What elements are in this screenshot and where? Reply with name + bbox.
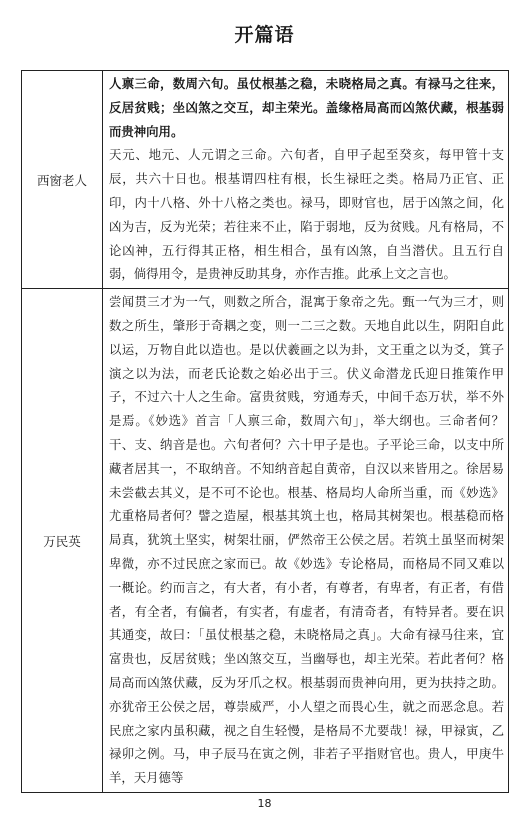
commentary-cell (103, 71, 509, 289)
commentary-cell (103, 289, 509, 793)
author-cell: 西窗老人 (22, 71, 103, 289)
author-cell: 万民英 (22, 289, 103, 793)
table-row (22, 289, 509, 793)
commentary-paragraph: 天元、地元、人元谓之三命。六旬者，自甲子起至癸亥，每甲管十支辰，共六十日也。根基谓四柱有根，长生禄旺之类。格局乃正官、正印，内十八格、外十八格之类也。禄马，即财官也，居于凶煞之间，化凶为吉，反为光荣；若往来不止，陷于弱地，反为贫贱。凡有格局，不论凶神，五行得其正格，相生相合，虽有凶煞，自当潜伏。且五行自弱，倘得用令，是贵神反助其身，亦作吉推。此承上文之言也。 (109, 147, 504, 282)
table-row (22, 71, 509, 289)
commentary-paragraph: 尝闻贯三才为一气，则数之所合，混寓于象帝之先。甄一气为三才，则数之所生，肇形于奇耦之变，则一二三之数。天地自此以生，阴阳自此以运，万物自此以造也。是以伏羲画之以为卦，文王重之以为爻，箕子演之以为法，而老氏论数之始必出于三。伏义命潜龙氏迎日推策作甲子，不过六十人之生命。富贵贫贱，穷通寿夭，中间千态万状，举不外是焉。《妙选》首言「人禀三命，数周六旬」，举大纲也。三命者何？干、支、纳音是也。六旬者何？六十甲子是也。子平论三命，以支中所藏者居其一，不取纳音。不知纳音起自黄帝，自汉以来皆用之。徐居易未尝截去其义，是不可不论也。根基、格局均人命所当重，而《妙选》尤重格局者何？譬之造屋，根基其筑土也，格局其树架也。根基稳而格局真，犹筑土坚实，树架壮丽，俨然帝王公侯之居。若筑土虽坚而树架卑微，亦不过民庶之家而已。故《妙选》专论格局，而格局不同又难以一概论。约而言之，有大者，有小者，有尊者，有卑者，有正者，有借者，有全者，有偏者，有实者，有虚者，有清奇者，有特异者。要在识其通变，故曰：「虽仗根基之稳，未晓格局之真」。大命有禄马往来，宜富贵也，反居贫贱；坐凶煞交互，当幽辱也，却主光荣。若此者何？格局高而凶煞伏藏，反为牙爪之权。根基弱而贵神向用，更为扶持之助。亦犹帝王公侯之居，尊崇威严，小人望之而畏心生，就之而恶念息。若民庶之家内虽积藏，视之自生轻慢，是格局不尤要哉！禄，甲禄寅，乙禄卯之例。马，申子辰马在寅之例，非若子平指财官也。贵人，甲庚牛羊，天月德等 (109, 294, 504, 786)
page-title: 开篇语 (234, 24, 295, 46)
commentary-table (21, 70, 509, 793)
source-text: 人禀三命，数周六旬。虽仗根基之稳，未晓格局之真。有禄马之往来，反居贫贱；坐凶煞之交互，却主荣光。盖缘格局高而凶煞伏藏，根基弱而贵神向用。 (109, 76, 504, 139)
page-number: 18 (257, 797, 272, 810)
